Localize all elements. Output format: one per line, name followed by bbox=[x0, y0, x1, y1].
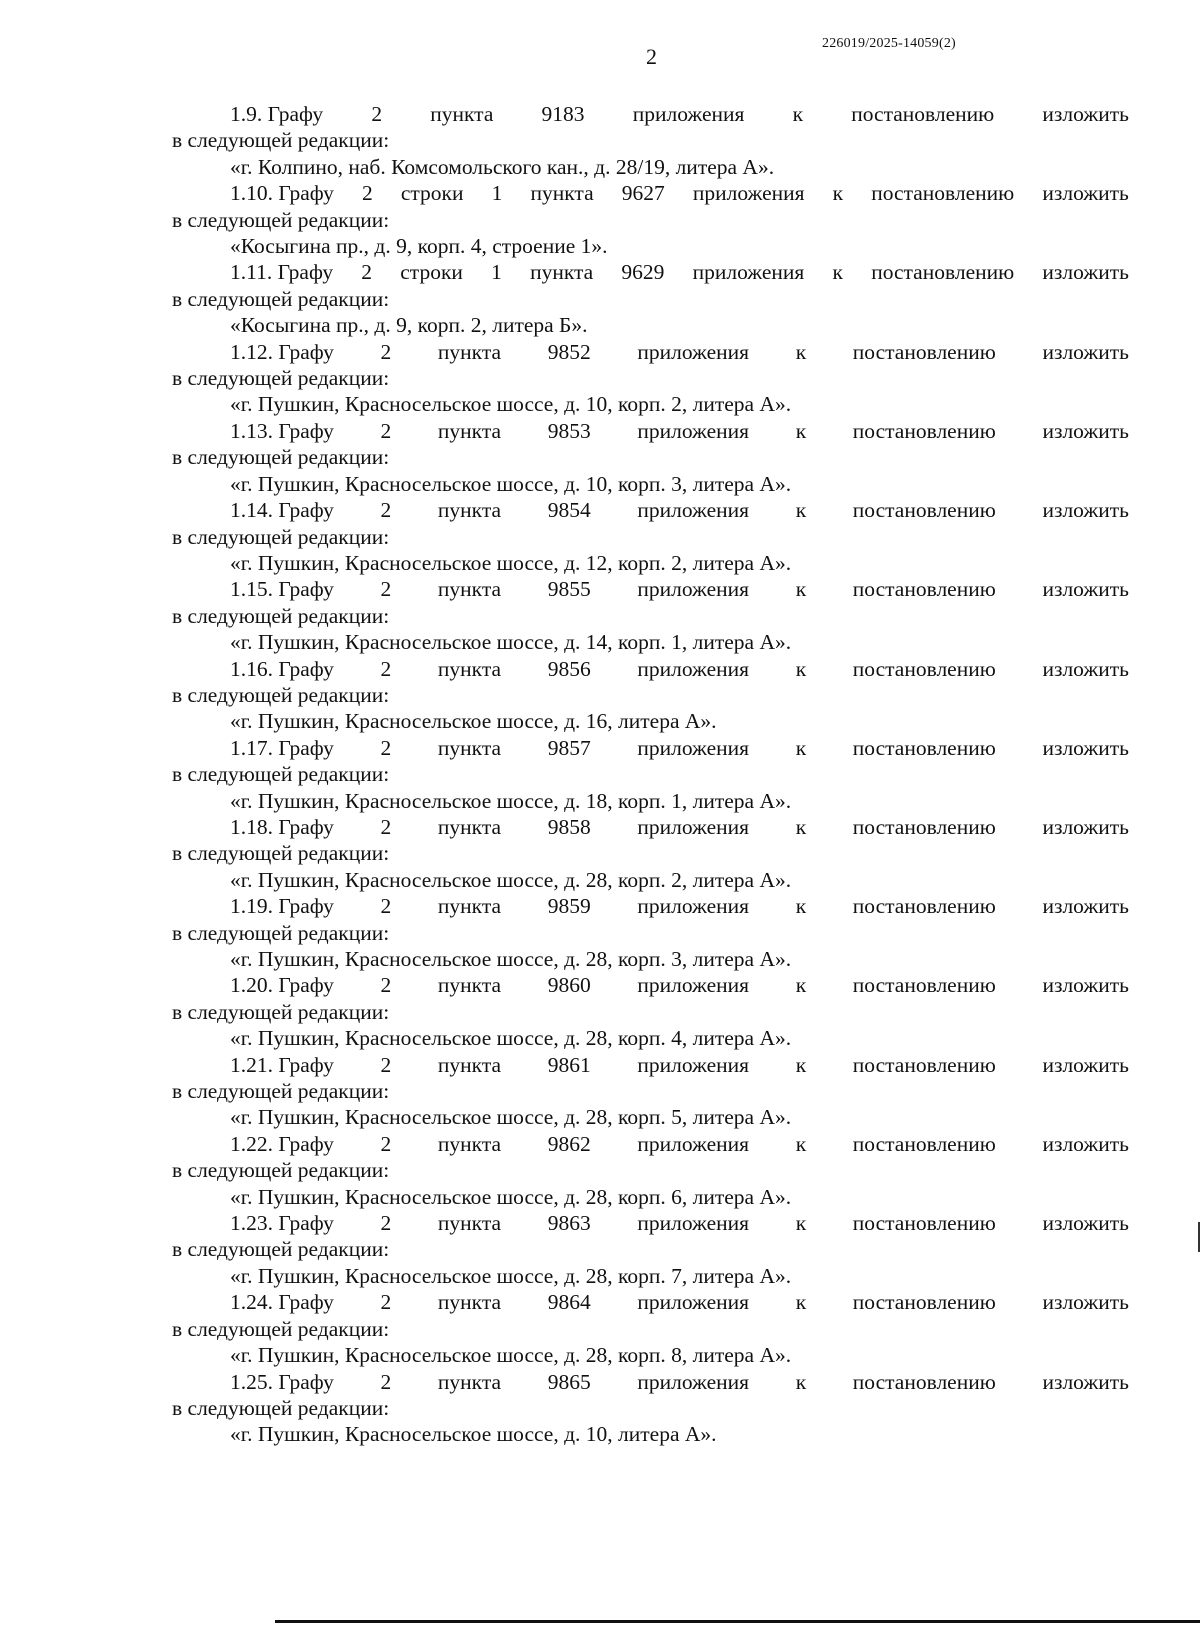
amendment-item-new-text: «г. Пушкин, Красносельское шоссе, д. 10, литера А». bbox=[230, 1422, 717, 1447]
amendment-header-word: постановлению bbox=[852, 973, 996, 998]
amendment-header-word: 1.20. Графу bbox=[230, 973, 334, 998]
amendment-header-word: 2 bbox=[361, 260, 373, 285]
amendment-header-word: 9863 bbox=[547, 1211, 591, 1236]
amendment-header-word: изложить bbox=[1042, 1211, 1129, 1236]
amendment-item-continuation: в следующей редакции: bbox=[172, 1158, 390, 1183]
amendment-item bbox=[172, 972, 1129, 1051]
amendment-header-word: постановлению bbox=[871, 260, 1015, 285]
amendment-item-header bbox=[172, 1210, 1129, 1236]
amendment-item-continuation: в следующей редакции: bbox=[172, 603, 390, 628]
amendment-item-header bbox=[172, 656, 1129, 682]
amendment-header-word: 9856 bbox=[547, 656, 591, 681]
amendment-header-word: пункта bbox=[430, 102, 494, 126]
amendment-header-word: постановлению bbox=[852, 418, 996, 443]
amendment-header-word: к bbox=[795, 814, 807, 839]
amendment-header-word: 9861 bbox=[547, 1052, 591, 1077]
amendment-header-word: пункта bbox=[437, 577, 502, 602]
amendment-item-continuation: в следующей редакции: bbox=[172, 1079, 390, 1104]
amendment-header-word: строки bbox=[400, 181, 464, 206]
amendment-header-word: изложить bbox=[1042, 973, 1129, 998]
amendment-header-word: 9859 bbox=[547, 894, 591, 919]
amendment-item-continuation: в следующей редакции: bbox=[172, 1237, 390, 1262]
amendment-header-word: приложения bbox=[637, 577, 750, 602]
amendment-header-word: 1.12. Графу bbox=[230, 339, 334, 364]
amendment-header-word: 9853 bbox=[547, 418, 591, 443]
amendment-header-word: постановлению bbox=[852, 1052, 996, 1077]
amendment-item-header bbox=[172, 418, 1129, 444]
amendment-header-word: 2 bbox=[380, 418, 392, 443]
amendment-header-word: приложения bbox=[637, 894, 750, 919]
amendment-header-word: 2 bbox=[380, 1369, 392, 1394]
amendment-item-header bbox=[172, 1369, 1129, 1395]
amendment-header-word: изложить bbox=[1042, 577, 1129, 602]
amendment-header-word: к bbox=[795, 1290, 807, 1315]
amendment-header-word: 9183 bbox=[541, 102, 585, 126]
amendment-header-word: к bbox=[795, 1052, 807, 1077]
amendment-header-word: 2 bbox=[380, 814, 392, 839]
amendment-header-word: изложить bbox=[1042, 1052, 1129, 1077]
amendment-header-word: 1.14. Графу bbox=[230, 498, 334, 523]
amendment-header-word: приложения bbox=[637, 339, 750, 364]
amendment-header-word: 9864 bbox=[547, 1290, 591, 1315]
amendment-header-word: изложить bbox=[1042, 656, 1129, 681]
amendment-item bbox=[172, 576, 1129, 655]
amendment-header-word: изложить bbox=[1042, 1369, 1129, 1394]
amendment-item bbox=[172, 735, 1129, 814]
amendment-header-word: постановлению bbox=[852, 339, 996, 364]
amendment-item-new-text: «Косыгина пр., д. 9, корп. 4, строение 1». bbox=[230, 234, 608, 259]
amendment-header-word: 1.11. Графу bbox=[230, 260, 334, 285]
amendment-header-word: 9860 bbox=[547, 973, 591, 998]
amendment-item bbox=[172, 101, 1129, 180]
amendment-item-header bbox=[172, 814, 1129, 840]
amendment-header-word: 1.9. Графу bbox=[230, 102, 324, 126]
amendment-item-header bbox=[172, 180, 1129, 206]
amendment-item-continuation: в следующей редакции: bbox=[172, 128, 390, 153]
amendment-header-word: приложения bbox=[637, 1369, 750, 1394]
amendment-header-word: изложить bbox=[1042, 260, 1129, 285]
amendment-header-word: пункта bbox=[437, 1290, 502, 1315]
amendment-item-continuation: в следующей редакции: bbox=[172, 1395, 390, 1420]
amendment-header-word: приложения bbox=[637, 1052, 750, 1077]
amendment-header-word: 9855 bbox=[547, 577, 591, 602]
amendment-item bbox=[172, 893, 1129, 972]
scan-bottom-line bbox=[275, 1620, 1200, 1623]
amendment-item-new-text: «г. Пушкин, Красносельское шоссе, д. 28, корп. 3, литера А». bbox=[230, 947, 792, 971]
amendment-item-header bbox=[172, 972, 1129, 998]
amendment-header-word: 2 bbox=[380, 1211, 392, 1236]
amendment-header-word: пункта bbox=[437, 498, 502, 523]
amendment-header-word: изложить bbox=[1042, 181, 1129, 206]
amendment-header-word: 2 bbox=[380, 339, 392, 364]
amendment-item-new-text: «г. Колпино, наб. Комсомольского кан., д. 28/19, литера А». bbox=[230, 154, 775, 179]
amendment-header-word: изложить bbox=[1042, 735, 1129, 760]
amendment-header-word: к bbox=[795, 1131, 807, 1156]
amendment-item-continuation: в следующей редакции: bbox=[172, 999, 390, 1024]
amendment-header-word: пункта bbox=[437, 814, 502, 839]
amendment-header-word: к bbox=[832, 260, 843, 285]
amendment-item-new-text: «г. Пушкин, Красносельское шоссе, д. 10, корп. 2, литера А». bbox=[230, 392, 792, 417]
amendment-header-word: пункта bbox=[437, 1211, 502, 1236]
amendment-header-word: пункта bbox=[437, 973, 502, 998]
amendment-item-new-text: «г. Пушкин, Красносельское шоссе, д. 12, корп. 2, литера А». bbox=[230, 550, 792, 575]
amendment-item-continuation: в следующей редакции: bbox=[172, 920, 390, 945]
amendment-item-header bbox=[172, 259, 1129, 285]
amendment-item-new-text: «г. Пушкин, Красносельское шоссе, д. 14, корп. 1, литера А». bbox=[230, 630, 792, 655]
amendment-item-continuation: в следующей редакции: bbox=[172, 682, 390, 707]
amendment-header-word: приложения bbox=[637, 814, 750, 839]
amendment-header-word: 9629 bbox=[621, 260, 665, 285]
amendment-header-word: 9862 bbox=[547, 1131, 591, 1156]
amendment-header-word: постановлению bbox=[852, 1211, 996, 1236]
amendment-item-header bbox=[172, 1131, 1129, 1157]
amendment-header-word: к bbox=[795, 577, 807, 602]
amendment-header-word: 9627 bbox=[621, 181, 665, 206]
amendment-item-new-text: «г. Пушкин, Красносельское шоссе, д. 18, корп. 1, литера А». bbox=[230, 788, 792, 813]
amendment-header-word: постановлению bbox=[851, 102, 995, 126]
amendment-header-word: к bbox=[795, 735, 807, 760]
amendment-item-continuation: в следующей редакции: bbox=[172, 445, 390, 470]
amendment-item bbox=[172, 1052, 1129, 1131]
amendment-header-word: 2 bbox=[380, 498, 392, 523]
amendment-item-header bbox=[172, 1289, 1129, 1315]
amendment-item bbox=[172, 1131, 1129, 1210]
amendment-item bbox=[172, 497, 1129, 576]
amendment-item-header bbox=[172, 497, 1129, 523]
amendment-header-word: строки bbox=[400, 260, 463, 285]
amendment-item-new-text: «г. Пушкин, Красносельское шоссе, д. 28, корп. 2, литера А». bbox=[230, 867, 792, 892]
amendment-header-word: 1.17. Графу bbox=[230, 735, 334, 760]
amendment-header-word: 1.21. Графу bbox=[230, 1052, 334, 1077]
amendment-header-word: приложения bbox=[692, 260, 805, 285]
amendment-header-word: 1.16. Графу bbox=[230, 656, 334, 681]
amendment-item-new-text: «г. Пушкин, Красносельское шоссе, д. 10, корп. 3, литера А». bbox=[230, 471, 792, 496]
amendment-item-continuation: в следующей редакции: bbox=[172, 207, 390, 232]
amendment-item bbox=[172, 259, 1129, 338]
amendment-item-header bbox=[172, 339, 1129, 365]
amendment-item-new-text: «Косыгина пр., д. 9, корп. 2, литера Б». bbox=[230, 313, 588, 338]
amendment-header-word: постановлению bbox=[852, 577, 996, 602]
amendment-header-word: пункта bbox=[437, 1052, 502, 1077]
amendment-header-word: 9857 bbox=[547, 735, 591, 760]
amendment-item-continuation: в следующей редакции: bbox=[172, 366, 390, 391]
amendment-header-word: приложения bbox=[637, 418, 750, 443]
amendment-header-word: к bbox=[792, 102, 804, 126]
amendment-header-word: к bbox=[795, 1369, 807, 1394]
amendment-header-word: постановлению bbox=[852, 1369, 996, 1394]
amendment-header-word: приложения bbox=[637, 498, 750, 523]
amendment-header-word: пункта bbox=[437, 656, 502, 681]
amendment-header-word: постановлению bbox=[852, 656, 996, 681]
amendment-header-word: 9858 bbox=[547, 814, 591, 839]
amendment-header-word: приложения bbox=[632, 102, 745, 126]
amendment-header-word: 1.19. Графу bbox=[230, 894, 334, 919]
amendment-item-new-text: «г. Пушкин, Красносельское шоссе, д. 28, корп. 5, литера А». bbox=[230, 1105, 792, 1130]
amendment-header-word: 1 bbox=[491, 260, 502, 285]
amendment-header-word: пункта bbox=[437, 339, 502, 364]
amendment-header-word: приложения bbox=[637, 656, 750, 681]
amendment-header-word: к bbox=[795, 656, 807, 681]
amendment-header-word: пункта bbox=[437, 1131, 502, 1156]
amendment-item-continuation: в следующей редакции: bbox=[172, 1316, 390, 1341]
amendment-header-word: 1.22. Графу bbox=[230, 1131, 334, 1156]
amendment-item-continuation: в следующей редакции: bbox=[172, 841, 390, 866]
amendment-header-word: постановлению bbox=[852, 894, 996, 919]
amendment-header-word: к bbox=[795, 339, 807, 364]
amendment-header-word: 9852 bbox=[547, 339, 591, 364]
amendment-header-word: изложить bbox=[1042, 498, 1129, 523]
amendment-item-continuation: в следующей редакции: bbox=[172, 762, 390, 787]
amendment-item-header bbox=[172, 576, 1129, 602]
amendment-header-word: приложения bbox=[637, 735, 750, 760]
amendment-header-word: 2 bbox=[371, 102, 383, 126]
amendment-header-word: 1.18. Графу bbox=[230, 814, 334, 839]
document-body bbox=[172, 101, 1129, 1448]
amendment-header-word: 2 bbox=[380, 1131, 392, 1156]
amendment-header-word: 2 bbox=[380, 1052, 392, 1077]
amendment-item-new-text: «г. Пушкин, Красносельское шоссе, д. 16, литера А». bbox=[230, 709, 717, 734]
amendment-header-word: к bbox=[795, 973, 807, 998]
amendment-header-word: изложить bbox=[1042, 418, 1129, 443]
amendment-header-word: 2 bbox=[380, 735, 392, 760]
amendment-header-word: постановлению bbox=[852, 735, 996, 760]
document-registration-number: 226019/2025-14059(2) bbox=[822, 36, 956, 51]
amendment-item-new-text: «г. Пушкин, Красносельское шоссе, д. 28, корп. 8, литера А». bbox=[230, 1343, 792, 1368]
amendment-header-word: изложить bbox=[1042, 1131, 1129, 1156]
amendment-item-header bbox=[172, 1052, 1129, 1078]
amendment-item bbox=[172, 656, 1129, 735]
amendment-item-header bbox=[172, 735, 1129, 761]
amendment-item-new-text: «г. Пушкин, Красносельское шоссе, д. 28, корп. 4, литера А». bbox=[230, 1026, 792, 1051]
amendment-header-word: к bbox=[832, 181, 844, 206]
amendment-header-word: 1 bbox=[491, 181, 503, 206]
amendment-item bbox=[172, 1289, 1129, 1368]
amendment-header-word: изложить bbox=[1042, 894, 1129, 919]
amendment-header-word: постановлению bbox=[852, 498, 996, 523]
amendment-item-continuation: в следующей редакции: bbox=[172, 286, 390, 311]
amendment-header-word: 9854 bbox=[547, 498, 591, 523]
amendment-header-word: изложить bbox=[1042, 1290, 1129, 1315]
amendment-item-new-text: «г. Пушкин, Красносельское шоссе, д. 28, корп. 6, литера А». bbox=[230, 1184, 792, 1209]
amendment-header-word: приложения bbox=[637, 1290, 750, 1315]
amendment-header-word: 2 bbox=[362, 181, 373, 206]
amendment-header-word: 1.15. Графу bbox=[230, 577, 334, 602]
amendment-item bbox=[172, 814, 1129, 893]
amendment-header-word: изложить bbox=[1042, 339, 1129, 364]
amendment-header-word: пункта bbox=[530, 260, 594, 285]
amendment-header-word: к bbox=[795, 894, 807, 919]
amendment-header-word: приложения bbox=[692, 181, 805, 206]
amendment-header-word: пункта bbox=[437, 1369, 502, 1394]
amendment-header-word: к bbox=[795, 1211, 807, 1236]
amendment-header-word: 2 bbox=[380, 894, 392, 919]
amendment-header-word: к bbox=[795, 418, 807, 443]
amendment-item-header bbox=[172, 101, 1129, 127]
amendment-header-word: приложения bbox=[637, 973, 750, 998]
amendment-header-word: 1.24. Графу bbox=[230, 1290, 334, 1315]
amendment-header-word: пункта bbox=[437, 418, 502, 443]
amendment-item bbox=[172, 339, 1129, 418]
amendment-item-continuation: в следующей редакции: bbox=[172, 524, 390, 549]
amendment-header-word: постановлению bbox=[852, 1290, 996, 1315]
amendment-header-word: 2 bbox=[380, 1290, 392, 1315]
amendment-header-word: 1.25. Графу bbox=[230, 1369, 334, 1394]
amendment-header-word: пункта bbox=[437, 894, 502, 919]
amendment-item-new-text: «г. Пушкин, Красносельское шоссе, д. 28, корп. 7, литера А». bbox=[230, 1263, 792, 1288]
amendment-header-word: 1.23. Графу bbox=[230, 1211, 334, 1236]
amendment-item bbox=[172, 418, 1129, 497]
page-number: 2 bbox=[646, 44, 657, 69]
amendment-header-word: приложения bbox=[637, 1211, 750, 1236]
amendment-header-word: изложить bbox=[1042, 102, 1129, 126]
amendment-header-word: 1.10. Графу bbox=[230, 181, 334, 206]
amendment-header-word: постановлению bbox=[871, 181, 1015, 206]
amendment-header-word: постановлению bbox=[852, 1131, 996, 1156]
amendment-header-word: 1.13. Графу bbox=[230, 418, 334, 443]
amendment-header-word: 2 bbox=[380, 577, 392, 602]
amendment-header-word: к bbox=[795, 498, 807, 523]
amendment-item-header bbox=[172, 893, 1129, 919]
amendment-header-word: 2 bbox=[380, 656, 392, 681]
amendment-header-word: 9865 bbox=[547, 1369, 591, 1394]
amendment-header-word: приложения bbox=[637, 1131, 750, 1156]
amendment-header-word: постановлению bbox=[852, 814, 996, 839]
amendment-item bbox=[172, 1210, 1129, 1289]
amendment-item bbox=[172, 1369, 1129, 1448]
amendment-header-word: 2 bbox=[380, 973, 392, 998]
amendment-header-word: пункта bbox=[530, 181, 594, 206]
amendment-item bbox=[172, 180, 1129, 259]
amendment-header-word: изложить bbox=[1042, 814, 1129, 839]
amendment-header-word: пункта bbox=[437, 735, 502, 760]
